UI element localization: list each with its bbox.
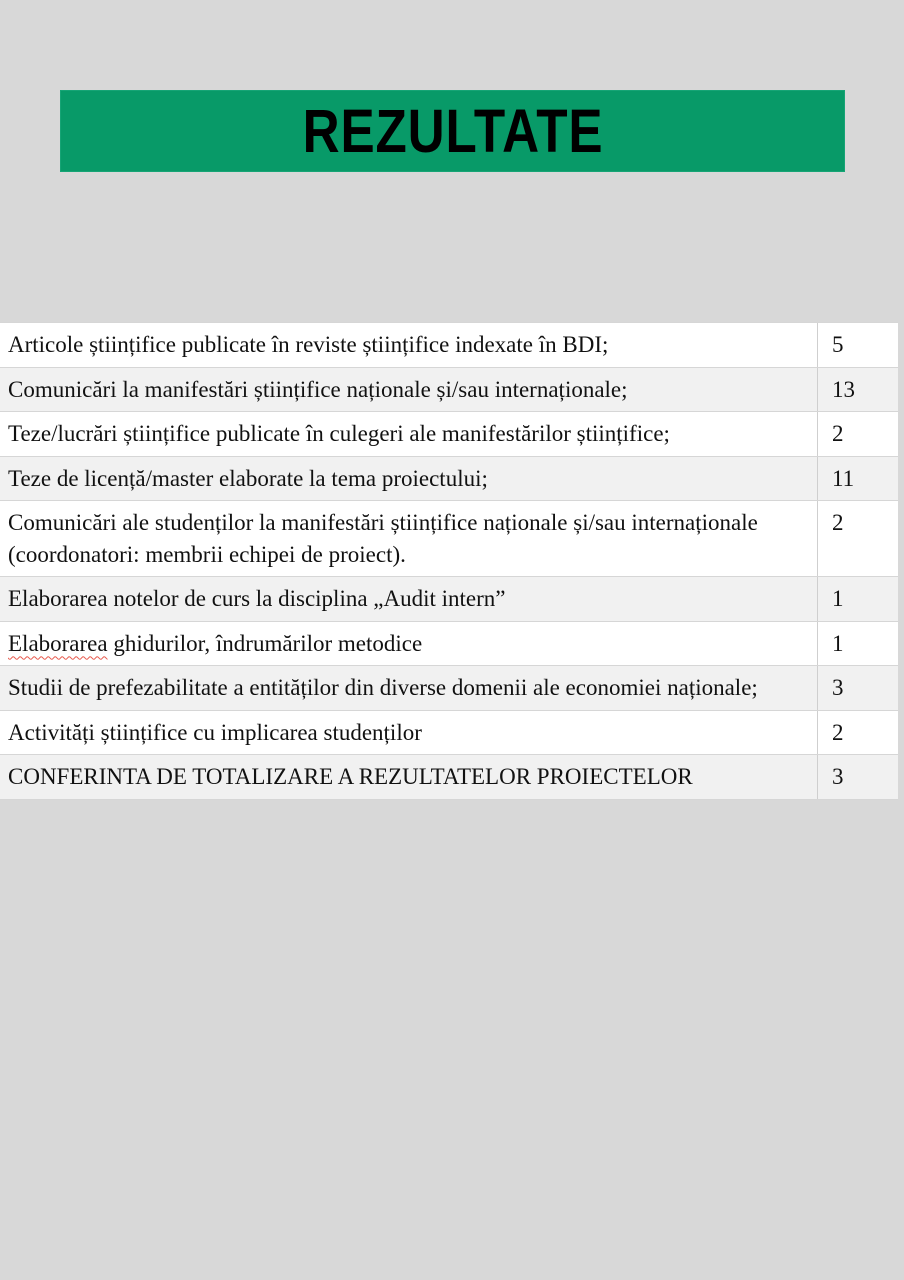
table-row	[0, 501, 898, 577]
result-label: Articole științifice publicate în reviste științifice indexate în BDI;	[0, 323, 818, 367]
result-label: Activități științifice cu implicarea studenților	[0, 711, 818, 755]
result-value: 3	[832, 764, 844, 789]
result-value: 11	[832, 465, 855, 491]
table-row	[0, 368, 898, 413]
result-label: Studii de prefezabilitate a entităților din diverse domenii ale economiei naționale;	[0, 666, 818, 710]
result-value: 13	[832, 376, 855, 402]
slide-title: REZULTATE	[302, 96, 603, 165]
table-row	[0, 622, 898, 667]
results-table	[0, 322, 898, 800]
result-label: Comunicări ale studenților la manifestări științifice naționale și/sau internaționale (coordonatori: membrii echipei de proiect).	[0, 501, 818, 576]
misspelled-word: Elaborarea	[8, 630, 108, 656]
result-label: Elaborarea notelor de curs la disciplina „Audit intern”	[0, 577, 818, 621]
table-row	[0, 711, 898, 756]
table-row	[0, 577, 898, 622]
result-value: 3	[832, 675, 844, 700]
table-row	[0, 412, 898, 457]
result-label: Teze/lucrări științifice publicate în culegeri ale manifestărilor științifice;	[0, 412, 818, 456]
table-row	[0, 755, 898, 800]
result-label: CONFERINTA DE TOTALIZARE A REZULTATELOR PROIECTELOR	[0, 755, 818, 799]
table-row	[0, 457, 898, 502]
result-value: 2	[832, 719, 844, 745]
result-value: 2	[832, 421, 844, 446]
result-value: 1	[832, 630, 844, 656]
title-banner	[60, 90, 845, 172]
table-row	[0, 666, 898, 711]
result-label: Elaborarea ghidurilor, îndrumărilor metodice	[0, 622, 818, 666]
result-label: Teze de licență/master elaborate la tema proiectului;	[0, 457, 818, 501]
result-value: 2	[832, 510, 844, 535]
result-value: 1	[832, 586, 844, 611]
table-row	[0, 323, 898, 368]
result-label: Comunicări la manifestări științifice naționale și/sau internaționale;	[0, 368, 818, 412]
result-value: 5	[832, 332, 844, 357]
